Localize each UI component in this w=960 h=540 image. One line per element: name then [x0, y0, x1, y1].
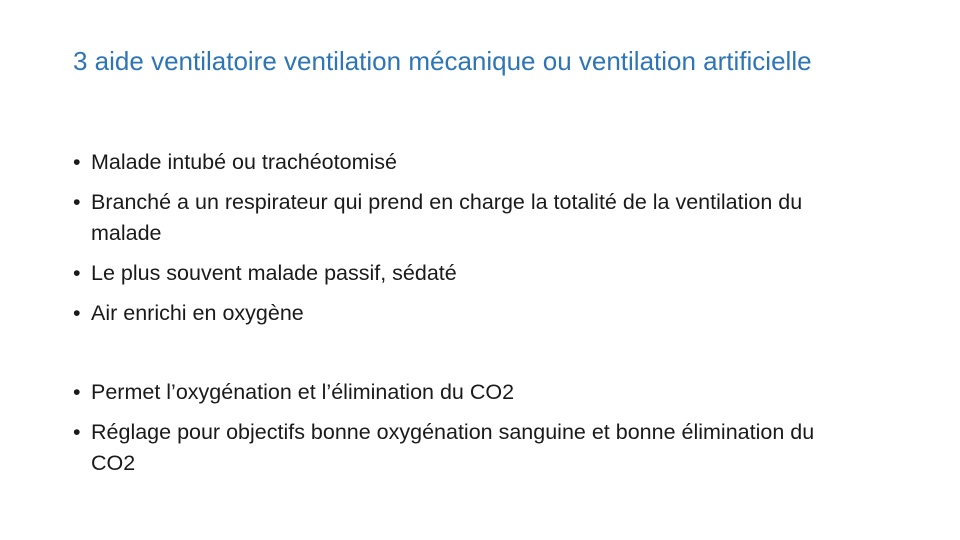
bullet-icon: •	[73, 380, 81, 404]
bullet-text: Air enrichi en oxygène	[91, 301, 304, 325]
bullet-icon: •	[73, 301, 81, 325]
bullet-icon: •	[73, 190, 81, 214]
bullet-text: Réglage pour objectifs bonne oxygénation sanguine et bonne élimination du CO2	[91, 420, 815, 475]
bullet-list-secondary	[73, 377, 833, 488]
bullet-item	[73, 187, 833, 249]
bullet-item	[73, 147, 833, 178]
bullet-icon: •	[73, 261, 81, 285]
bullet-item	[73, 258, 833, 289]
bullet-text: Malade intubé ou trachéotomisé	[91, 150, 397, 174]
bullet-item	[73, 298, 833, 329]
bullet-icon: •	[73, 420, 81, 444]
bullet-item	[73, 417, 833, 479]
slide-title: 3 aide ventilatoire ventilation mécanique ou ventilation artificielle	[73, 46, 812, 76]
bullet-item	[73, 377, 833, 408]
bullet-text: Le plus souvent malade passif, sédaté	[91, 261, 457, 285]
bullet-text: Branché a un respirateur qui prend en charge la totalité de la ventilation du malade	[91, 190, 803, 245]
bullet-text: Permet l’oxygénation et l’élimination du CO2	[91, 380, 515, 404]
bullet-list-primary	[73, 147, 833, 338]
bullet-icon: •	[73, 150, 81, 174]
